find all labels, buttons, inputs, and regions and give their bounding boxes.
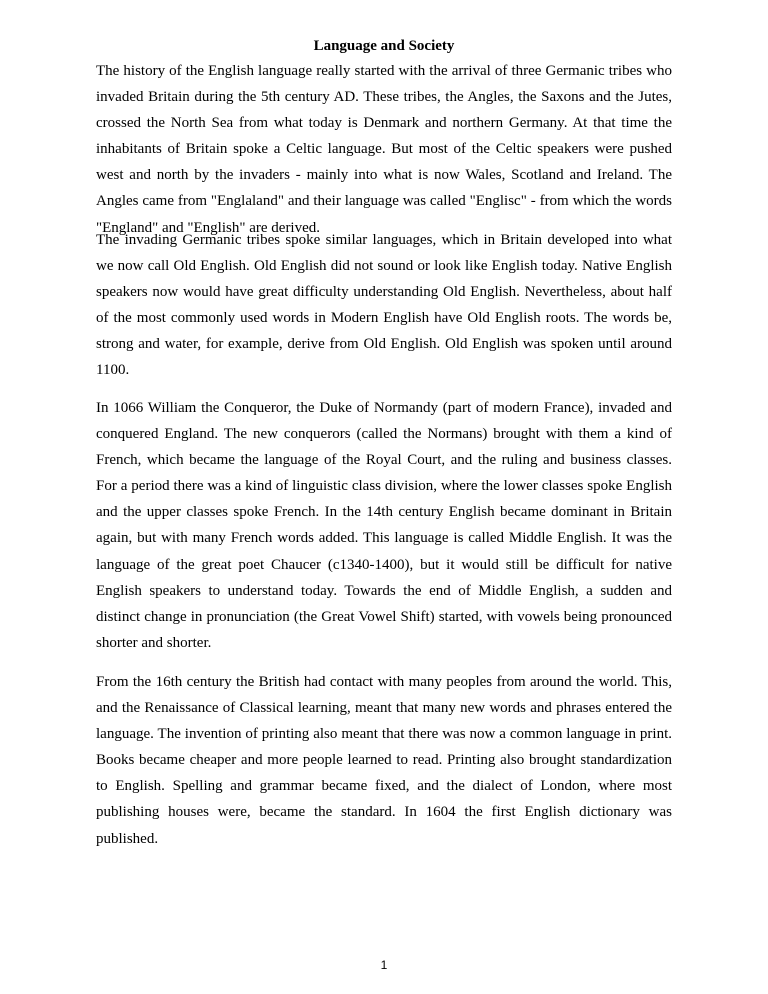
text-line: For a period there was a kind of linguistic class division, where the lower classes spoke English xyxy=(96,478,672,495)
text-line: English speakers to understand today. Towards the end of Middle English, a sudden and xyxy=(96,582,672,599)
paragraph-3 xyxy=(96,398,672,659)
text-line: "England" and "English" are derived. xyxy=(96,219,321,236)
text-line: 1100. xyxy=(96,362,130,379)
text-line: and the Renaissance of Classical learning, meant that many new words and phrases entered the xyxy=(96,700,672,717)
text-line: invaded Britain during the 5th century AD. These tribes, the Angles, the Saxons and the Jutes, xyxy=(96,89,672,106)
paragraph-4 xyxy=(96,672,672,855)
text-line: crossed the North Sea from what today is Denmark and northern Germany. At that time the xyxy=(96,115,672,132)
text-line: we now call Old English. Old English did not sound or look like English today. Native English xyxy=(96,258,672,275)
text-line: speakers now would have great difficulty understanding Old English. Nevertheless, about half xyxy=(96,284,672,301)
text-line: shorter and shorter. xyxy=(96,634,212,651)
text-line: language. The invention of printing also meant that there was now a common language in print. xyxy=(96,726,672,743)
page-number: 1 xyxy=(380,958,388,972)
text-line: to English. Spelling and grammar became fixed, and the dialect of London, where most xyxy=(96,778,672,795)
text-line: French, which became the language of the Royal Court, and the ruling and business classes. xyxy=(96,452,672,469)
text-line: of the most commonly used words in Modern English have Old English roots. The words be, xyxy=(96,310,672,327)
text-line: again, but with many French words added. This language is called Middle English. It was the xyxy=(96,530,672,547)
text-line: Angles came from "Englaland" and their language was called "Englisc" - from which the words xyxy=(96,193,672,210)
text-line: In 1066 William the Conqueror, the Duke of Normandy (part of modern France), invaded and xyxy=(96,400,672,416)
text-line: publishing houses were, became the standard. In 1604 the first English dictionary was xyxy=(96,804,672,821)
text-line: and the upper classes spoke French. In the 14th century English became dominant in Britain xyxy=(96,504,672,521)
text-line: The history of the English language really started with the arrival of three Germanic tribes who xyxy=(96,63,672,79)
text-line: language of the great poet Chaucer (c1340-1400), but it would still be difficult for native xyxy=(96,556,672,573)
text-line: The invading Germanic tribes spoke similar languages, which in Britain developed into what xyxy=(96,232,672,248)
text-line: west and north by the invaders - mainly into what is now Wales, Scotland and Ireland. The xyxy=(96,167,672,184)
document-title: Language and Society xyxy=(313,38,455,54)
text-line: strong and water, for example, derive from Old English. Old English was spoken until around xyxy=(96,336,672,353)
text-line: Books became cheaper and more people learned to read. Printing also brought standardization xyxy=(96,752,672,769)
text-line: conquered England. The new conquerors (called the Normans) brought with them a kind of xyxy=(96,426,672,443)
text-line: published. xyxy=(96,830,159,847)
paragraph-1 xyxy=(96,61,672,244)
paragraph-2 xyxy=(96,230,672,387)
text-line: distinct change in pronunciation (the Great Vowel Shift) started, with vowels being pronounced xyxy=(96,608,672,625)
text-line: inhabitants of Britain spoke a Celtic language. But most of the Celtic speakers were pushed xyxy=(96,141,672,158)
text-line: From the 16th century the British had contact with many peoples from around the world. This, xyxy=(96,674,672,690)
